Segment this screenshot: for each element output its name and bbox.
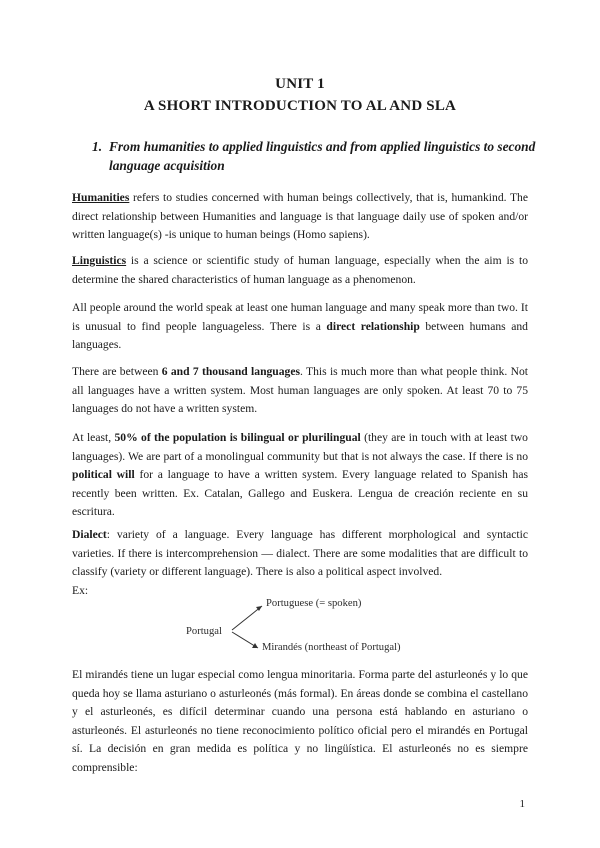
dialect-term: Dialect [72,528,107,541]
portugal-language-diagram [180,596,400,656]
term-humanities: Humanities [72,191,130,204]
paragraph-mirandes: El mirandés tiene un lugar especial como lengua minoritaria. Forma parte del asturleonés y lo que queda hoy se llama asturiano o asturleonés (más formal). En áreas donde se combina el castellano y el asturleonés, es difícil determinar cuando una persona está hablando en asturiano o asturleonés. El asturleonés no tiene reconocimiento político oficial pero el mirandés en Portugal sí. La decisión en gran medida es política y no lingüística. El asturleonés no es siempre comprensible: [72,668,528,774]
section-heading [92,137,542,175]
arrow-head-bottom [252,643,258,648]
all-people-text-1: All people around the world speak at least one human language and many speak more than two. It is unusual to find people languageless. There is a [72,301,528,333]
paragraph-languages-count [72,363,528,419]
bilingual-text-1: At least, [72,431,115,444]
paragraph-all-people [72,299,528,355]
linguistics-text: is a science or scientific study of human language, especially when the aim is to determine the shared characteristics of human language as a phenomenon. [72,254,528,286]
humanities-text: refers to studies concerned with human beings collectively, that is, humankind. The direct relationship between Humanities and language is that language daily use of spoken and/or written language(s) -is unique to human beings (Homo sapiens). [72,191,528,242]
section-number: 1. [92,139,103,154]
languages-count-text-2: . This is much more than what people think. Not all languages have a written system. Most human languages are only spoken. At least 70 to 75 languages do not have a written system. [72,365,528,416]
bilingual-bold-2: political will [72,468,135,482]
dialect-example-label: Ex: [72,583,89,597]
document-title: A SHORT INTRODUCTION TO AL AND SLA [143,98,457,114]
paragraph-bilingual [72,429,528,522]
all-people-bold: direct relationship [326,319,420,333]
languages-count-bold: 6 and 7 thousand languages [161,365,301,378]
bilingual-bold-1: 50% of the population is bilingual or plurilingual [114,431,361,444]
diagram-branch-portuguese: Portuguese (= spoken) [266,598,362,609]
arrow-line-top [232,606,262,630]
page-number: 1 [519,798,525,810]
paragraph-humanities [72,189,528,245]
section-heading-text: From humanities to applied linguistics and from applied linguistics to second language acquisition [109,139,536,173]
bilingual-text-2: (they are in touch with at least two languages). We are part of a monolingual community but that is not always the case. If there is no [72,431,528,463]
unit-label: UNIT 1 [275,76,325,92]
diagram-root-portugal: Portugal [186,626,222,637]
bilingual-text-3: for a language to have a written system. Every language related to Spanish has recently been written. Ex. Catalan, Gallego and Euskera. Lengua de creación reciente en su escritura. [72,468,529,519]
diagram-branch-mirandes: Mirandés (northeast of Portugal) [262,642,401,653]
languages-count-text-1: There are between [72,365,162,378]
paragraph-dialect [72,526,528,600]
all-people-text-2: between humans and languages. [72,319,528,352]
paragraph-linguistics [72,252,528,289]
term-linguistics: Linguistics [72,254,127,267]
dialect-text: : variety of a language. Every language has different morphological and syntactic varieties. If there is intercomprehension — dialect. There are some modalities that are difficult to classify (variety or different language). There is also a political aspect involved. [72,528,528,579]
